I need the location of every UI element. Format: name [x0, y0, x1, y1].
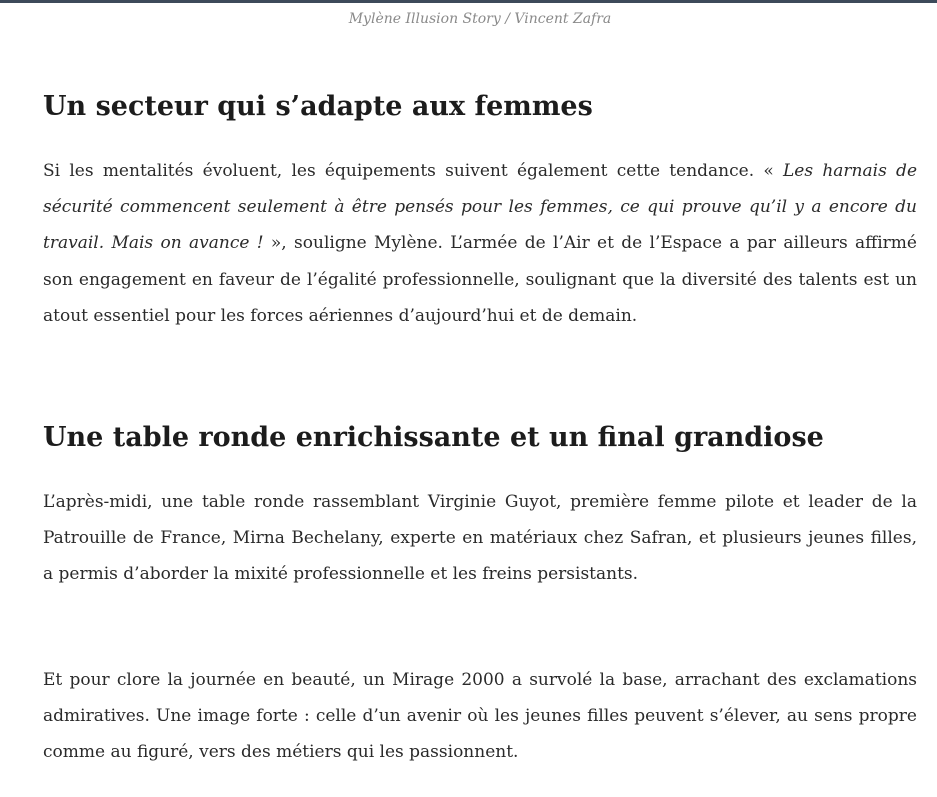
paragraph-followup-text: », souligne Mylène. L’armée de l’Air et de l’Espace a par ailleurs affirmé son engagement en faveur de l’égalité professionnelle, soulignant que la diversité des talents est un atout essentiel pour les forces aériennes d’aujourd’hui et de demain.: [43, 233, 917, 326]
top-divider: [0, 0, 937, 3]
paragraph-table-ronde: L’après-midi, une table ronde rassemblant Virginie Guyot, première femme pilote et leader de la Patrouille de France, Mirna Bechelany, experte en matériaux chez Safran, et plusieurs jeunes filles, a permis d’aborder la mixité professionnelle et les freins persistants.: [43, 492, 917, 585]
image-caption: Mylène Illusion Story / Vincent Zafra: [348, 11, 612, 27]
paragraph-final: Et pour clore la journée en beauté, un Mirage 2000 a survolé la base, arrachant des exclamations admiratives. Une image forte : celle d’un avenir où les jeunes filles peuvent s’élever, au sens propre comme au figuré, vers des métiers qui les passionnent.: [43, 670, 917, 763]
section-heading-table-ronde: Une table ronde enrichissante et un final grandiose: [43, 422, 824, 453]
quote-text: Les harnais de sécurité commencent seulement à être pensés pour les femmes, ce qui prouve qu’il y a encore du travail. Mais on avance !: [43, 161, 917, 254]
section-heading-secteur: Un secteur qui s’adapte aux femmes: [43, 91, 593, 122]
paragraph-equipements: [43, 153, 917, 334]
paragraph-intro-text: Si les mentalités évoluent, les équipements suivent également cette tendance. «: [43, 161, 784, 181]
